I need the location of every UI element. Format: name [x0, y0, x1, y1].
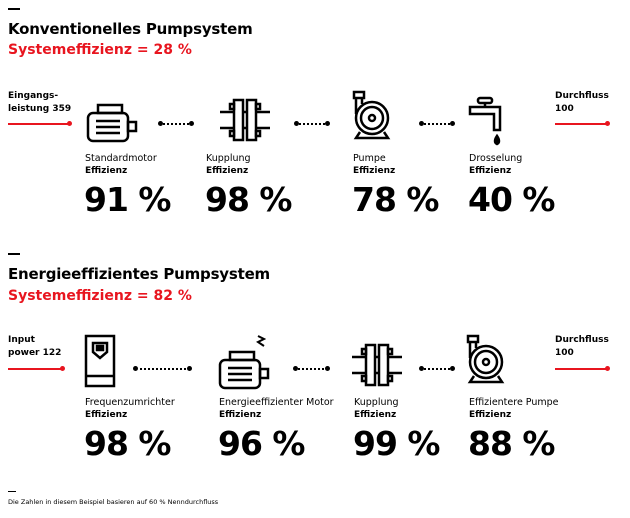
component-name: Kupplung — [354, 397, 399, 408]
motor-icon — [86, 103, 138, 145]
output-flow-line — [555, 368, 608, 370]
drive-icon — [84, 334, 118, 388]
section-divider — [8, 8, 20, 10]
section1-system-efficiency: Systemeffizienz = 28 % — [8, 42, 192, 58]
component-name: Frequenzumrichter — [85, 397, 175, 408]
output-label: Durchfluss 100 — [555, 335, 609, 358]
efficiency-value: 91 % — [84, 180, 171, 219]
section2-title: Energieeffizientes Pumpsystem — [8, 265, 270, 283]
efficiency-label: Effizienz — [469, 410, 512, 420]
coupling-icon — [220, 98, 272, 144]
component-name: Effizientere Pumpe — [469, 397, 559, 408]
component-name: Energieeffizienter Motor — [219, 397, 334, 408]
component-name: Standardmotor — [85, 153, 157, 164]
efficiency-label: Effizienz — [206, 166, 249, 176]
component-name: Pumpe — [353, 153, 386, 164]
efficiency-label: Effizienz — [469, 166, 512, 176]
input-flow-line — [8, 123, 70, 125]
efficiency-value: 40 % — [468, 180, 555, 219]
efficiency-label: Effizienz — [353, 166, 396, 176]
section1-title: Konventionelles Pumpsystem — [8, 20, 253, 38]
component-name: Kupplung — [206, 153, 251, 164]
efficiency-value: 98 % — [205, 180, 292, 219]
efficiency-label: Effizienz — [354, 410, 397, 420]
lightning-icon — [256, 334, 266, 348]
efficient-motor-icon — [218, 350, 270, 392]
efficiency-label: Effizienz — [219, 410, 262, 420]
efficiency-value: 88 % — [468, 424, 555, 463]
output-label: Durchfluss 100 — [555, 91, 609, 114]
efficiency-value: 96 % — [218, 424, 305, 463]
output-flow-line — [555, 123, 608, 125]
component-name: Drosselung — [469, 153, 523, 164]
input-flow-line — [8, 368, 63, 370]
connector — [296, 123, 328, 125]
efficiency-value: 98 % — [84, 424, 171, 463]
connector — [135, 368, 190, 370]
footnote: Die Zahlen in diesem Beispiel basieren auf 60 % Nenndurchfluss — [8, 498, 219, 506]
connector — [295, 368, 328, 370]
connector — [160, 123, 192, 125]
efficiency-value: 78 % — [352, 180, 439, 219]
section2-system-efficiency: Systemeffizienz = 82 % — [8, 288, 192, 304]
input-label: Eingangs- leistung 359 — [8, 91, 72, 114]
efficiency-value: 99 % — [353, 424, 440, 463]
efficiency-label: Effizienz — [85, 166, 128, 176]
pump-icon — [350, 90, 394, 142]
section-divider — [8, 253, 20, 255]
coupling-icon — [352, 343, 404, 389]
footnote-divider — [8, 491, 16, 492]
pump-icon — [464, 334, 508, 386]
faucet-icon — [468, 96, 504, 148]
connector — [421, 368, 453, 370]
input-label: Input power 122 — [8, 335, 62, 358]
efficiency-label: Effizienz — [85, 410, 128, 420]
connector — [421, 123, 453, 125]
